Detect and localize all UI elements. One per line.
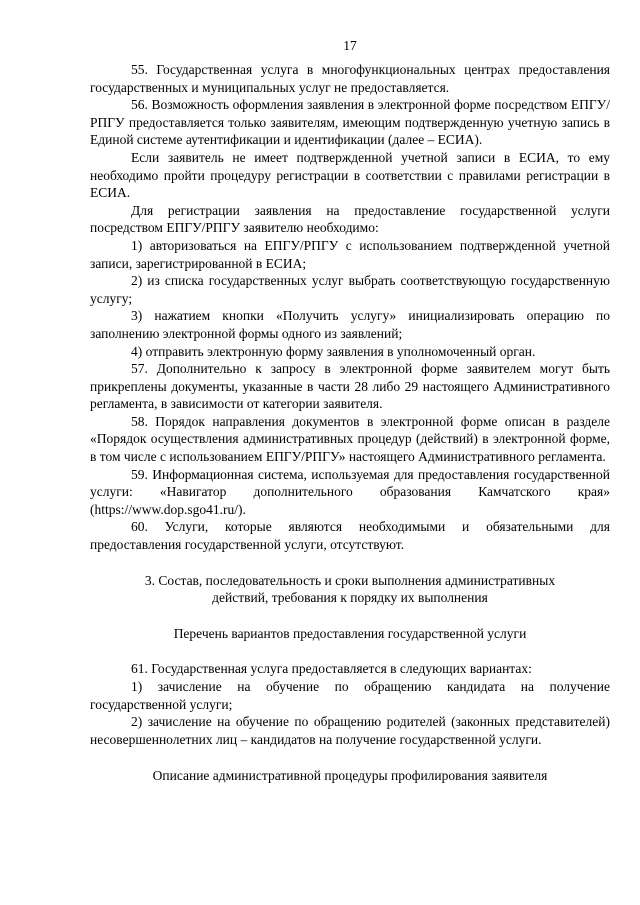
section-heading <box>90 572 610 607</box>
list-item-step-4: 4) отправить электронную форму заявления в уполномоченный орган. <box>131 343 536 359</box>
paragraph-56: 56. Возможность оформления заявления в электронной форме посредством ЕПГУ/РПГУ предоставляется только заявителям, имеющим подтвержденную учетную запись в Единой системе аутентификации и идентификации (далее – ЕСИА). <box>90 97 610 148</box>
paragraph-60: 60. Услуги, которые являются необходимыми и обязательными для предоставления государственной услуги, отсутствуют. <box>90 519 610 553</box>
paragraph-registration-steps-intro: Для регистрации заявления на предоставление государственной услуги посредством ЕПГУ/РПГУ заявителю необходимо: <box>90 202 610 236</box>
paragraph-58: 58. Порядок направления документов в электронной форме описан в разделе «Порядок осуществления административных процедур (действий) в электронной форме, в том числе с использованием ЕПГУ/РПГУ» настоящего Административного регламента. <box>90 413 610 465</box>
subheading-profiling: Описание административной процедуры профилирования заявителя <box>152 768 548 784</box>
body-text-block-2 <box>90 660 610 748</box>
list-item-step-2: 2) из списка государственных услуг выбрать соответствующую государственную услугу; <box>90 273 610 306</box>
subheading-variants: Перечень вариантов предоставления государственной услуги <box>173 625 527 641</box>
paragraph-55: 55. Государственная услуга в многофункциональных центрах предоставления государственных и муниципальных услуг не предоставляется. <box>90 62 610 95</box>
page-number: 17 <box>343 38 357 53</box>
paragraph-61: 61. Государственная услуга предоставляется в следующих вариантах: <box>131 661 532 677</box>
body-text-block-1 <box>90 61 610 554</box>
section-heading-line-1: 3. Состав, последовательность и сроки выполнения административных <box>144 572 556 588</box>
list-item-step-3: 3) нажатием кнопки «Получить услугу» инициализировать операцию по заполнению электронной формы одного из заявлений; <box>90 308 610 341</box>
list-item-variant-2: 2) зачисление на обучение по обращению родителей (законных представителей) несовершеннолетних лиц – кандидатов на получение государственной услуги. <box>90 714 610 747</box>
paragraph-59: 59. Информационная система, используемая для предоставления государственной услуги: «Навигатор дополнительного образования Камчатского края» (https://www.dop.sgo41.ru/). <box>90 466 610 517</box>
section-heading-line-2: действий, требования к порядку их выполнения <box>212 590 488 606</box>
paragraph-esia-registration: Если заявитель не имеет подтвержденной учетной записи в ЕСИА, то ему необходимо пройти процедуру регистрации в соответствии с правилами регистрации в ЕСИА. <box>90 149 610 201</box>
paragraph-57: 57. Дополнительно к запросу в электронной форме заявителем могут быть прикреплены документы, указанные в части 28 либо 29 настоящего Административного регламента, в зависимости от категории заявителя. <box>90 361 610 412</box>
list-item-variant-1: 1) зачисление на обучение по обращению кандидата на получение государственной услуги; <box>90 679 610 712</box>
list-item-step-1: 1) авторизоваться на ЕПГУ/РПГУ с использованием подтвержденной учетной записи, зарегистрированной в ЕСИА; <box>90 237 610 271</box>
